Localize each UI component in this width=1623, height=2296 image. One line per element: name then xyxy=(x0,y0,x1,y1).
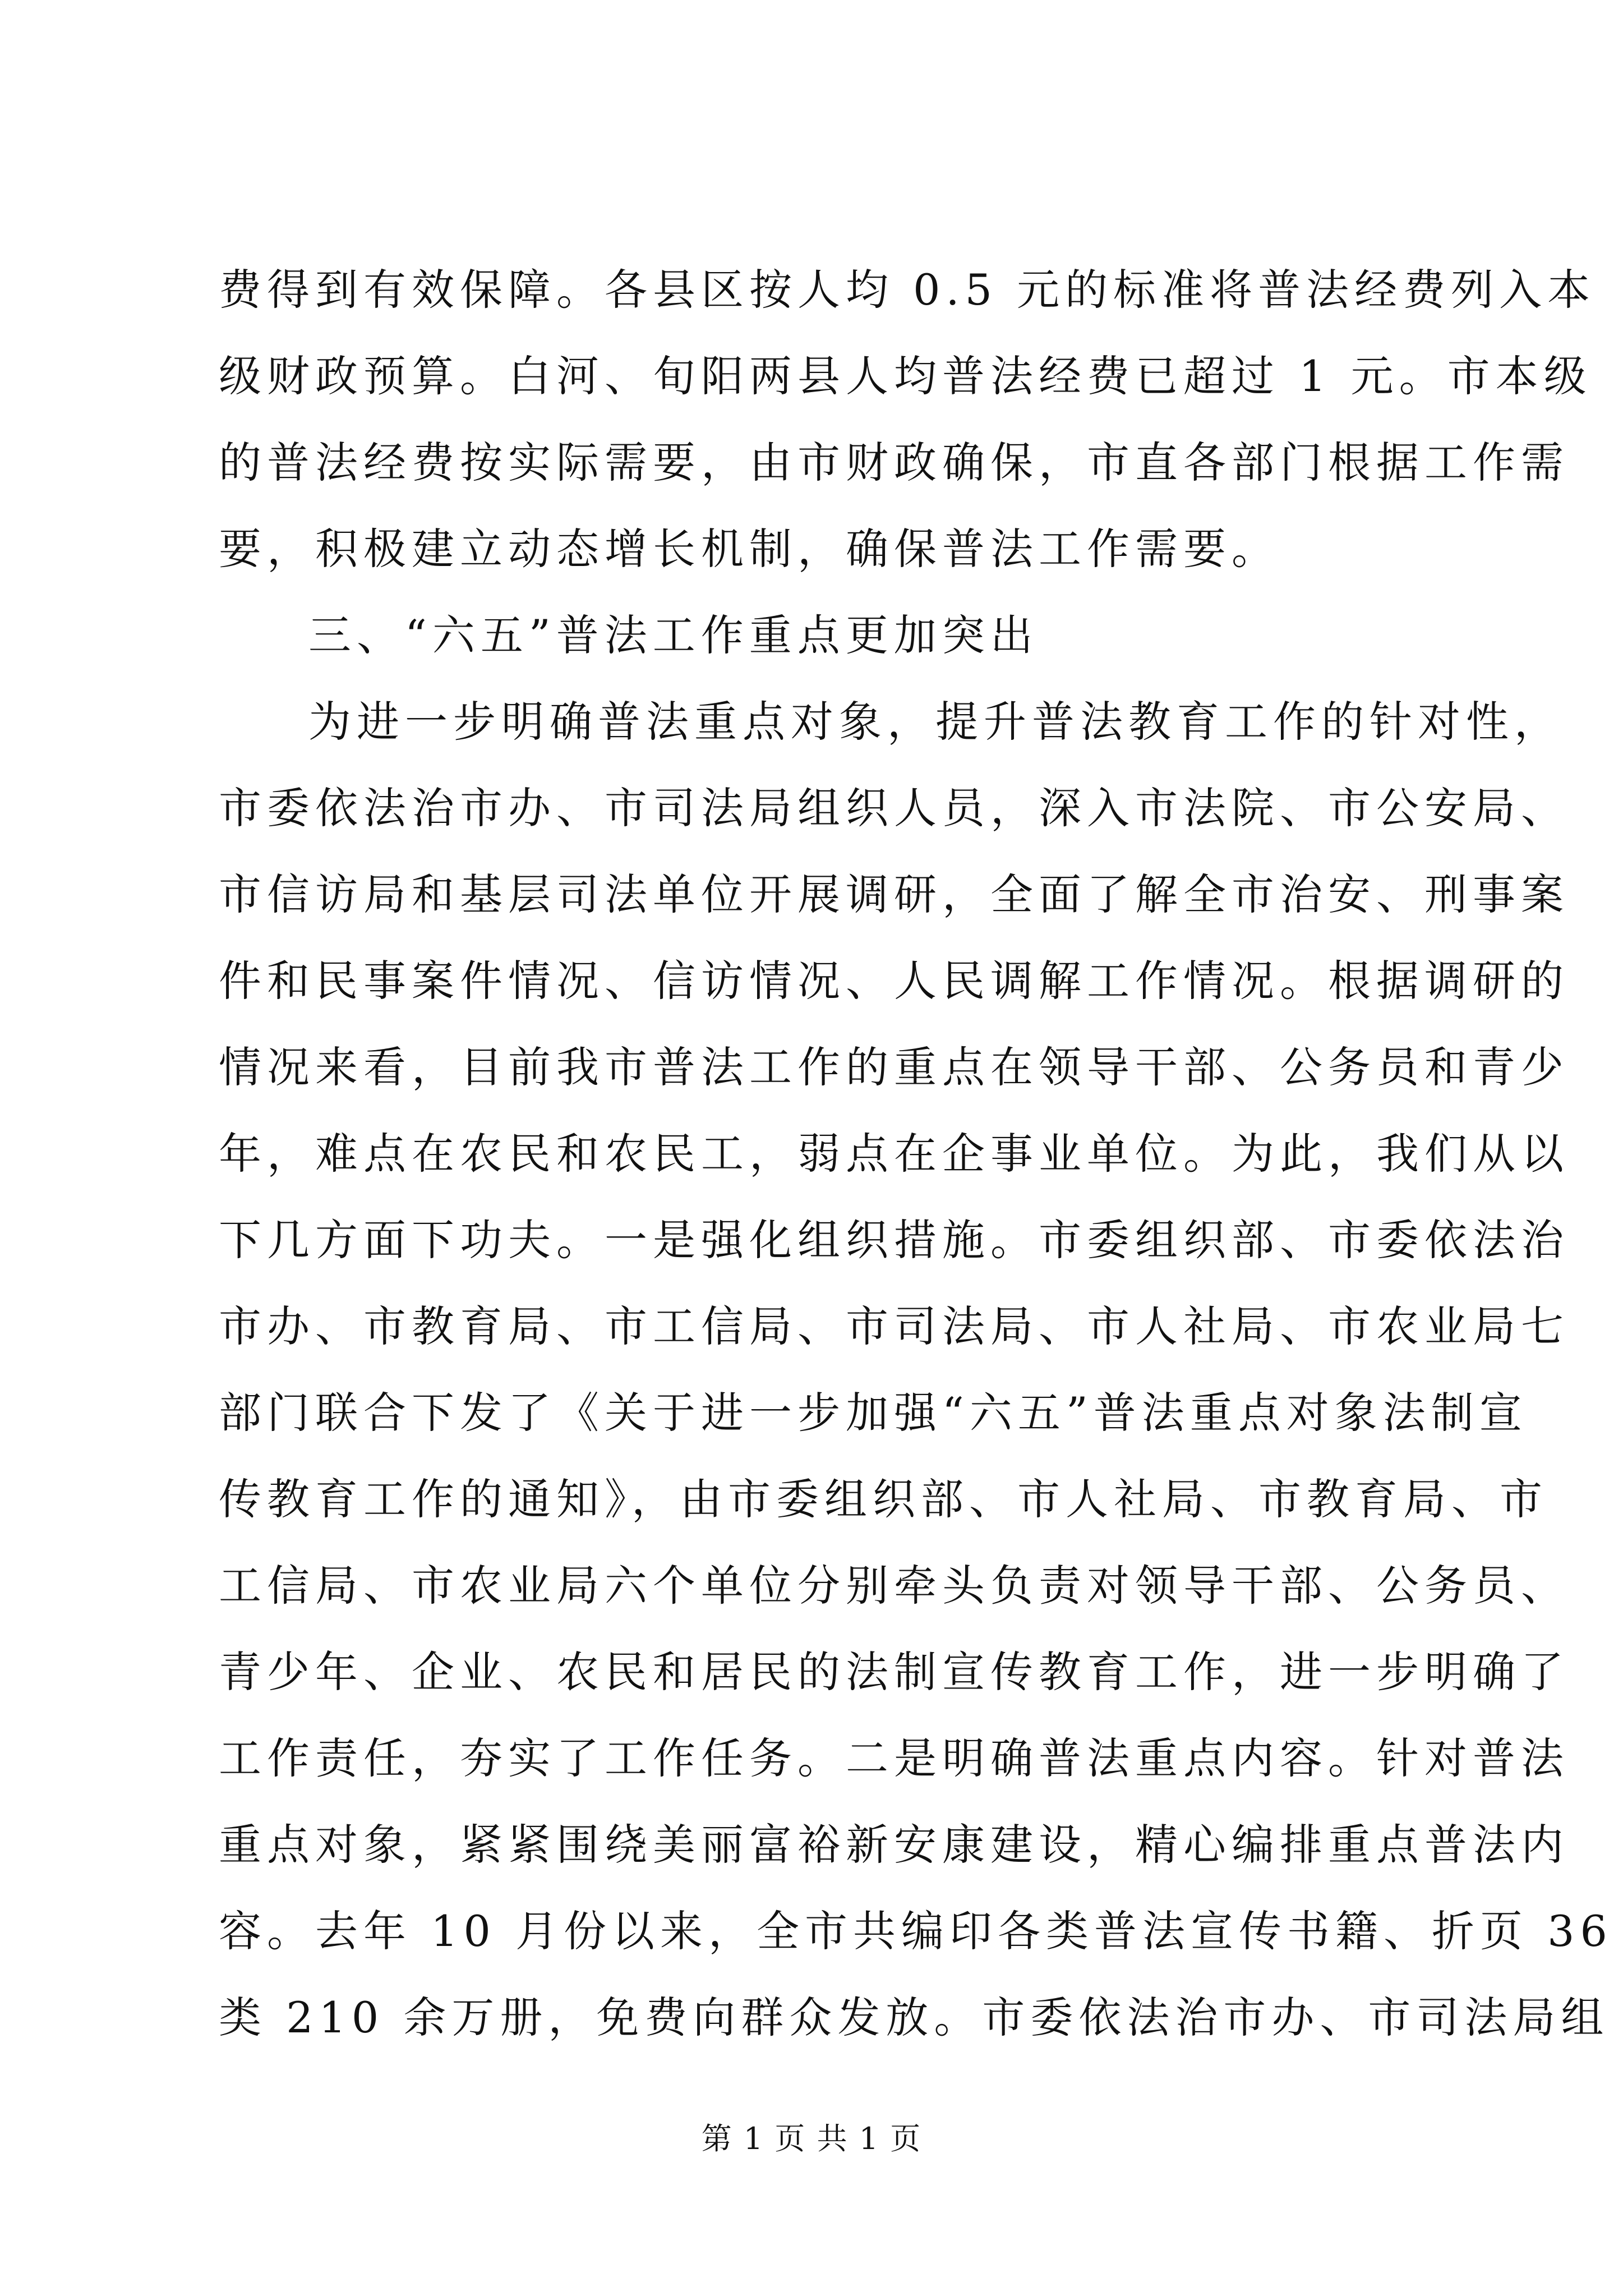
text-line: 级财政预算。白河、旬阳两县人均普法经费已超过 1 元。市本级 xyxy=(219,351,1592,401)
body-text xyxy=(219,247,1613,2061)
section-heading: 三、“六五”普法工作重点更加突出 xyxy=(308,610,1039,660)
text-line: 工信局、市农业局六个单位分别牵头负责对领导干部、公务员、 xyxy=(219,1561,1569,1611)
text-line: 部门联合下发了《关于进一步加强“六五”普法重点对象法制宣 xyxy=(219,1388,1528,1438)
text-line: 市信访局和基层司法单位开展调研，全面了解全市治安、刑事案 xyxy=(219,869,1569,919)
text-line: 传教育工作的通知》，由市委组织部、市人社局、市教育局、市 xyxy=(219,1474,1548,1524)
text-line: 费得到有效保障。各县区按人均 0.5 元的标准将普法经费列入本 xyxy=(219,265,1596,315)
text-line: 容。去年 10 月份以来，全市共编印各类普法宣传书籍、折页 36 xyxy=(219,1906,1613,1956)
text-line: 市办、市教育局、市工信局、市司法局、市人社局、市农业局七 xyxy=(219,1301,1569,1351)
text-line: 重点对象，紧紧围绕美丽富裕新安康建设，精心编排重点普法内 xyxy=(219,1820,1569,1870)
text-line: 要，积极建立动态增长机制，确保普法工作需要。 xyxy=(219,524,1280,574)
text-line: 青少年、企业、农民和居民的法制宣传教育工作，进一步明确了 xyxy=(219,1647,1569,1697)
text-line: 件和民事案件情况、信访情况、人民调解工作情况。根据调研的 xyxy=(219,956,1569,1006)
text-line: 年，难点在农民和农民工，弱点在企事业单位。为此，我们从以 xyxy=(219,1129,1569,1179)
text-line: 情况来看，目前我市普法工作的重点在领导干部、公务员和青少 xyxy=(219,1042,1569,1092)
text-line: 的普法经费按实际需要，由市财政确保，市直各部门根据工作需 xyxy=(219,438,1569,487)
text-line: 下几方面下功夫。一是强化组织措施。市委组织部、市委依法治 xyxy=(219,1215,1569,1265)
text-line: 市委依法治市办、市司法局组织人员，深入市法院、市公安局、 xyxy=(219,783,1569,833)
text-line: 为进一步明确普法重点对象，提升普法教育工作的针对性， xyxy=(308,697,1562,747)
page-footer xyxy=(0,2119,1623,2159)
text-line: 工作责任，夯实了工作任务。二是明确普法重点内容。针对普法 xyxy=(219,1733,1569,1783)
page-number: 第 1 页 共 1 页 xyxy=(701,2121,922,2156)
text-line: 类 210 余万册，免费向群众发放。市委依法治市办、市司法局组 xyxy=(219,1993,1610,2042)
